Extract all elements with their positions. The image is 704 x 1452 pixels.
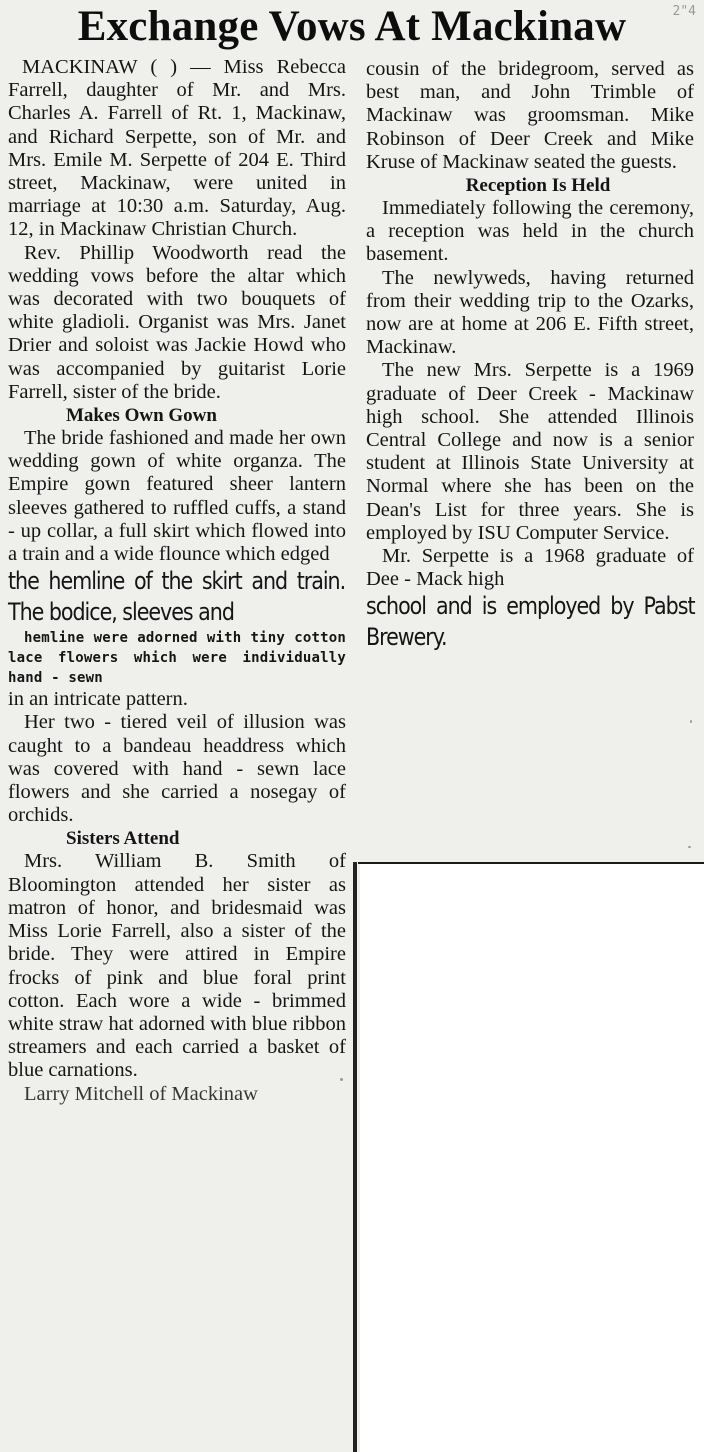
corner-page-mark: 2"4: [672, 4, 696, 19]
paragraph-newlyweds-home: The newlyweds, having returned from their wedding trip to the Ozarks, now are at home at 206 E. Fifth street, Mackinaw.: [366, 266, 694, 359]
paragraph-gown-continued: the hemline of the skirt and train. The bodice, sleeves and: [8, 567, 346, 627]
paragraph-cut-off-line: Larry Mitchell of Mackinaw: [24, 1082, 258, 1105]
print-speck: [688, 846, 691, 848]
paragraph-gown: The bride fashioned and made her own wedding gown of white organza. The Empire gown featured sheer lantern sleeves gathered to ruffled cuffs, a stand - up collar, a full skirt which flowed into a train and a wide flounce which edged: [8, 427, 346, 566]
clipping-torn-edge: [353, 862, 357, 1452]
article-column-left: [8, 56, 346, 1106]
print-speck: [690, 720, 692, 723]
paragraph-gown-end: in an intricate pattern.: [8, 688, 188, 711]
paragraph-reception: Immediately following the ceremony, a reception was held in the church basement.: [366, 197, 694, 266]
paragraph-dateline: MACKINAW ( ) — Miss Rebecca Farrell, daughter of Mr. and Mrs. Charles A. Farrell of Rt. 1, Mackinaw, and Richard Serpette, son of Mr. and Mrs. Emile M. Serpette of 204 E. Third street, Mackinaw, were united in marriage at 10:30 a.m. Saturday, Aug. 12, in Mackinaw Christian Church.: [8, 56, 346, 241]
subheading-sisters-attend: Sisters Attend: [66, 828, 180, 850]
paragraph-ceremony: Rev. Phillip Woodworth read the wedding vows before the altar which was decorated with two bouquets of white gladioli. Organist was Mrs. Janet Drier and soloist was Jackie Howd who was accompanied by guitarist Lorie Farrell, sister of the bride.: [8, 241, 346, 403]
paragraph-best-man: cousin of the bridegroom, served as best man, and John Trimble of Mackinaw was groomsman. Mike Robinson of Deer Creek and Mike Kruse of Mackinaw seated the guests.: [366, 58, 694, 173]
paragraph-bride-education: The new Mrs. Serpette is a 1969 graduate of Deer Creek - Mackinaw high school. She attended Illinois Central College and now is a senior student at Illinois State University at Normal where she has been on the Dean's List for three years. She is employed by ISU Computer Service.: [366, 359, 694, 544]
paragraph-groom-employment: school and is employed by Pabst Brewery.: [366, 592, 695, 652]
article-column-right: [366, 58, 694, 653]
article-headline: Exchange Vows At Mackinaw: [77, 3, 627, 50]
print-speck: [340, 1078, 343, 1081]
subheading-reception-is-held: Reception Is Held: [465, 175, 611, 197]
subheading-makes-own-gown: Makes Own Gown: [66, 405, 217, 427]
paragraph-gown-small-print: hemline were adorned with tiny cotton lace flowers which were individually hand - sewn: [8, 630, 346, 687]
paragraph-groom-education: Mr. Serpette is a 1968 graduate of Dee - Mack high: [366, 545, 694, 591]
paragraph-veil: Her two - tiered veil of illusion was caught to a bandeau headdress which was covered with hand - sewn lace flowers and she carried a nosegay of orchids.: [8, 711, 346, 827]
paragraph-attendants: Mrs. William B. Smith of Bloomington attended her sister as matron of honor, and bridesmaid was Miss Lorie Farrell, also a sister of the bride. They were attired in Empire frocks of pink and blue foral print cotton. Each wore a wide - brimmed white straw hat adorned with blue ribbon streamers and each carried a basket of blue carnations.: [8, 850, 346, 1082]
